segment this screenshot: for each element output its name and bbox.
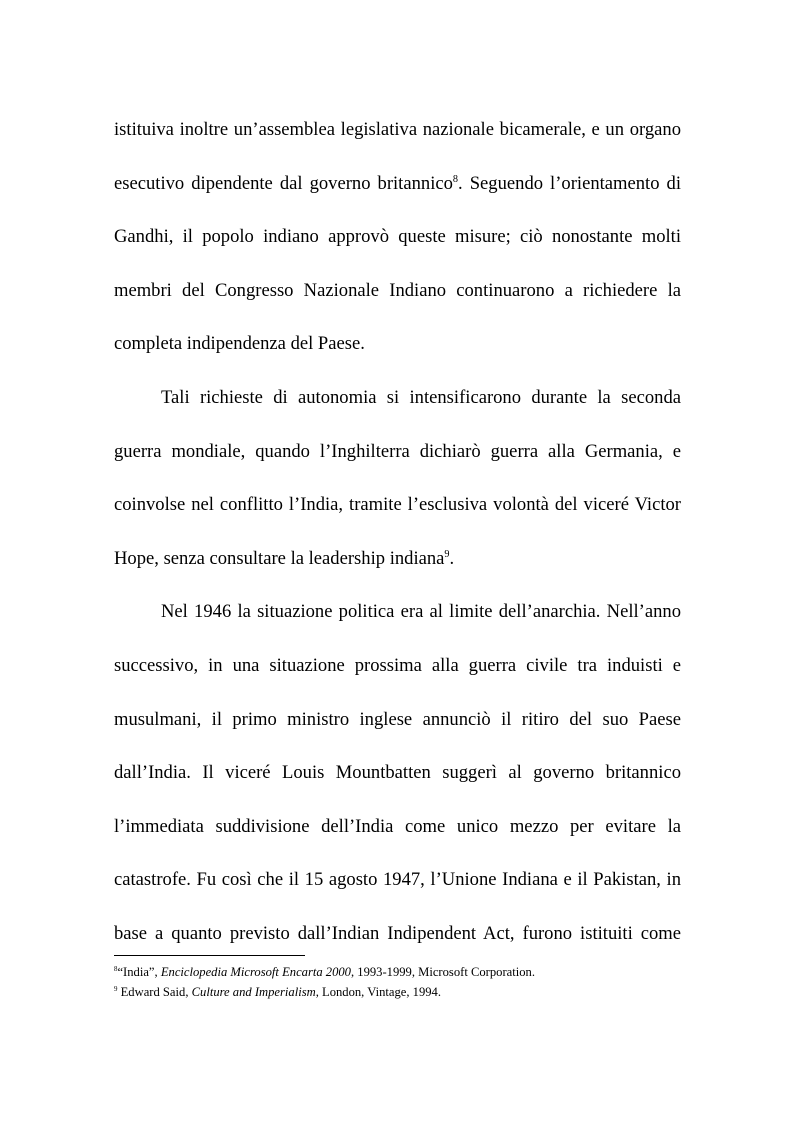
paragraph-3-line-5: l’immediata suddivisione dell’India come unico mezzo per evitare la (114, 815, 681, 837)
paragraph-3-line-7: base a quanto previsto dall’Indian Indipendent Act, furono istituiti come (114, 922, 681, 944)
paragraph-1-line-3: Gandhi, il popolo indiano approvò queste misure; ciò nonostante molti (114, 226, 681, 248)
paragraph-1-line-1: istituiva inoltre un’assemblea legislativa nazionale bicamerale, e un organo (114, 119, 681, 140)
footnotes (114, 962, 681, 1002)
body-text (114, 103, 681, 961)
paragraph-2-line-1: Tali richieste di autonomia si intensificarono durante la seconda (161, 386, 681, 408)
paragraph-2-line-4: Hope, senza consultare la leadership indiana$^9$. (114, 547, 455, 569)
paragraph-1-line-4: membri del Congresso Nazionale Indiano continuarono a richiedere la (114, 279, 681, 301)
paragraph-3-line-1: Nel 1946 la situazione politica era al limite dell’anarchia. Nell’anno (161, 601, 681, 623)
paragraph-2-line-3: coinvolse nel conflitto l’India, tramite l’esclusiva volontà del viceré Victor (114, 494, 681, 516)
footnote-title: Culture and Imperialism (191, 985, 316, 999)
paragraph-3-line-3: musulmani, il primo ministro inglese annunciò il ritiro del suo Paese (114, 708, 681, 730)
paragraph-3-line-4: dall’India. Il viceré Louis Mountbatten suggerì al governo britannico (114, 762, 681, 784)
footnote-number: 9 (114, 985, 118, 993)
paragraph-3-line-6: catastrofe. Fu così che il 15 agosto 1947, l’Unione Indiana e il Pakistan, in (114, 869, 681, 891)
paragraph-1-line-5: completa indipendenza del Paese. (114, 333, 365, 355)
footnote-8: $^8$“India”, Enciclopedia Microsoft Encarta 2000, 1993-1999, Microsoft Corporation. (114, 965, 535, 979)
footnote-9: $^9$ Edward Said, Culture and Imperialism, London, Vintage, 1994. (114, 985, 441, 999)
paragraph-2-line-2: guerra mondiale, quando l’Inghilterra dichiarò guerra alla Germania, e (114, 440, 681, 462)
footnote-title: Enciclopedia Microsoft Encarta 2000 (160, 965, 351, 979)
footnote-ref-8[interactable]: 8 (452, 173, 459, 185)
footnote-number: 8 (114, 965, 118, 973)
footnote-ref-9[interactable]: 9 (444, 548, 450, 560)
paragraph-1-line-2: esecutivo dipendente dal governo britannico$^8$. Seguendo l’orientamento di (114, 172, 681, 194)
footnote-separator (114, 955, 305, 956)
paragraph-3-line-2: successivo, in una situazione prossima alla guerra civile tra induisti e (114, 654, 681, 676)
